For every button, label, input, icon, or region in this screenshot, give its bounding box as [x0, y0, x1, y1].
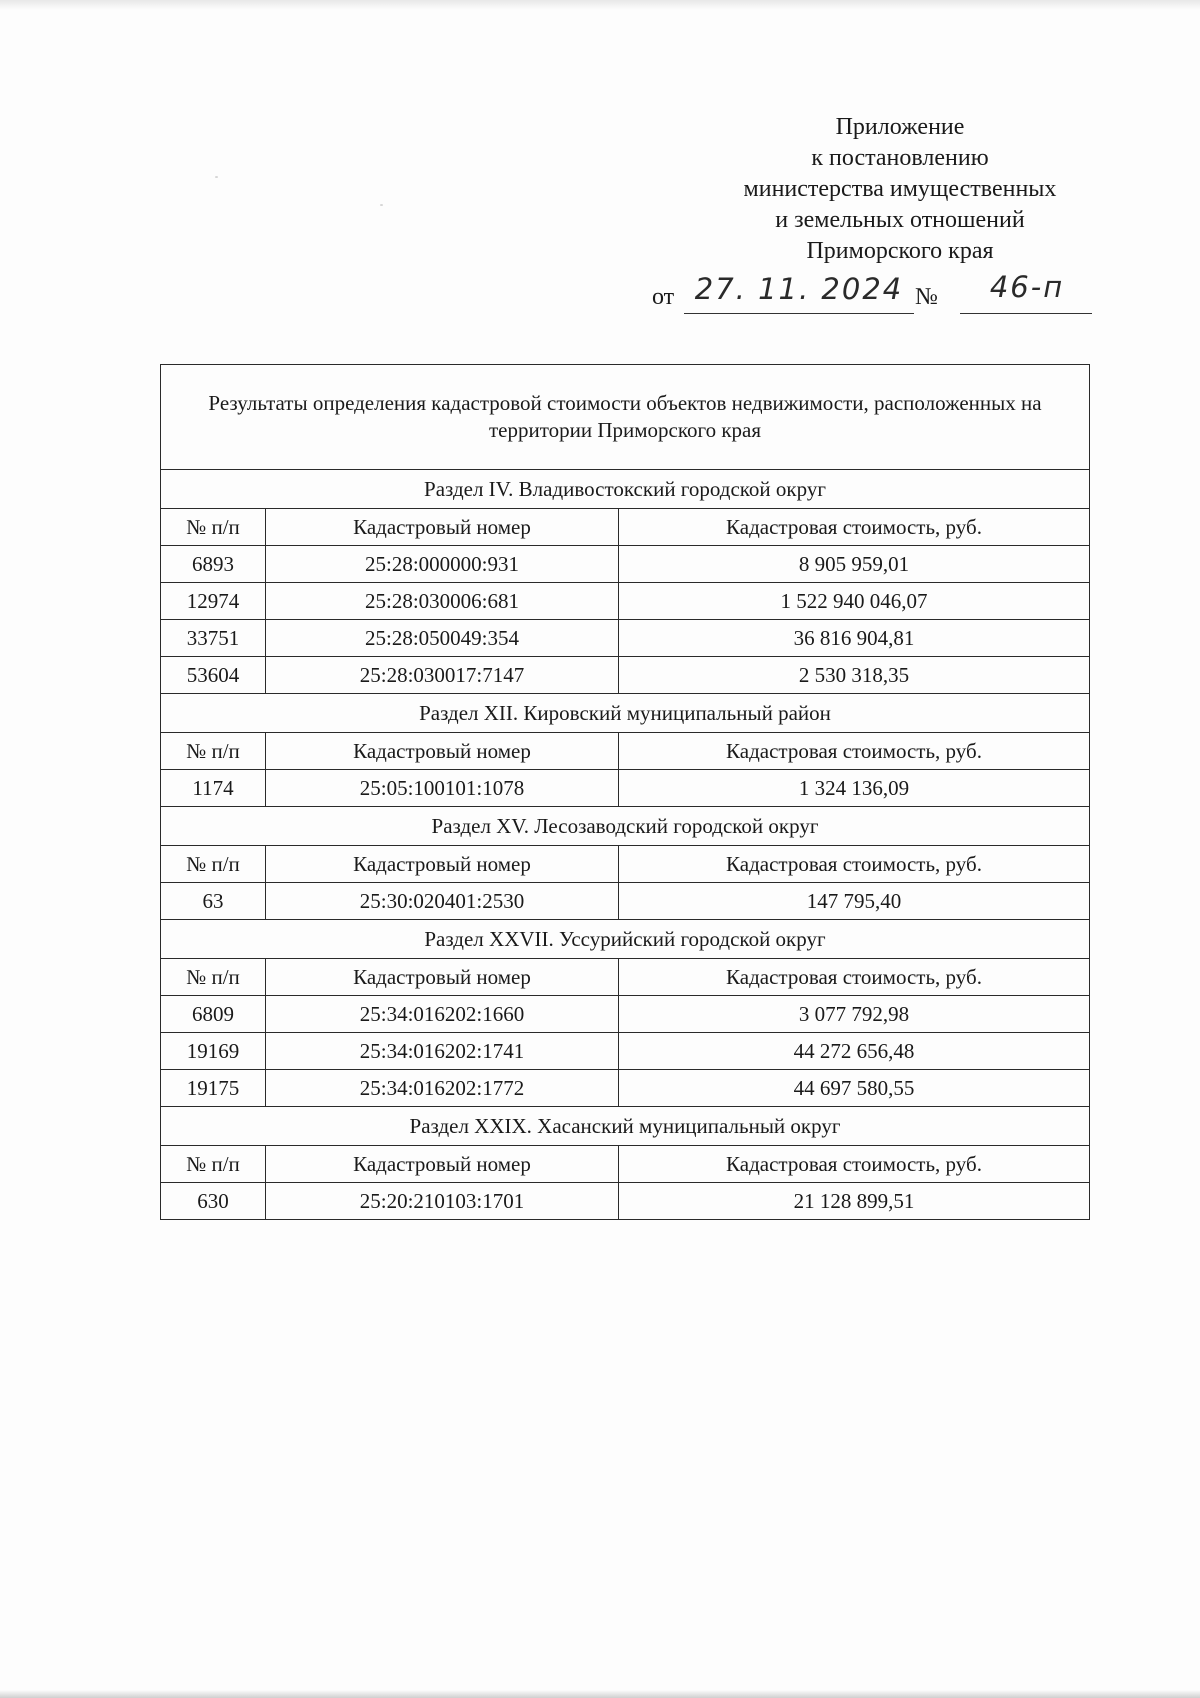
column-header-row — [161, 733, 1090, 770]
table-row — [161, 770, 1090, 807]
table-row — [161, 883, 1090, 920]
header-line: министерства имущественных — [743, 176, 1057, 202]
cadastral-number: 25:28:000000:931 — [266, 546, 619, 583]
column-header-cadastral-value: Кадастровая стоимость, руб. — [619, 1146, 1090, 1183]
table-row — [161, 1033, 1090, 1070]
cadastral-number: 25:28:030006:681 — [266, 583, 619, 620]
column-header-cadastral-number: Кадастровый номер — [266, 846, 619, 883]
row-index: 12974 — [161, 583, 266, 620]
column-header-cadastral-value: Кадастровая стоимость, руб. — [619, 509, 1090, 546]
cadastral-value: 3 077 792,98 — [619, 996, 1090, 1033]
column-header-index: № п/п — [161, 1146, 266, 1183]
column-header-cadastral-number: Кадастровый номер — [266, 959, 619, 996]
row-index: 630 — [161, 1183, 266, 1220]
scan-speck — [215, 176, 218, 178]
cadastral-value-table — [160, 364, 1090, 1220]
scan-bottom-edge — [0, 1690, 1200, 1698]
cadastral-value: 21 128 899,51 — [619, 1183, 1090, 1220]
table-row — [161, 1070, 1090, 1107]
section-row — [161, 1107, 1090, 1146]
table-row — [161, 620, 1090, 657]
table-title-row — [161, 365, 1090, 470]
row-index: 6893 — [161, 546, 266, 583]
section-row — [161, 470, 1090, 509]
cadastral-number: 25:30:020401:2530 — [266, 883, 619, 920]
cadastral-number: 25:34:016202:1741 — [266, 1033, 619, 1070]
handwritten-date: 27. 11. 2024 — [694, 272, 904, 306]
scan-top-edge — [0, 0, 1200, 10]
row-index: 6809 — [161, 996, 266, 1033]
column-header-cadastral-value: Кадастровая стоимость, руб. — [619, 733, 1090, 770]
cadastral-number: 25:34:016202:1772 — [266, 1070, 619, 1107]
header-line: Приморского края — [806, 238, 994, 264]
cadastral-value: 44 272 656,48 — [619, 1033, 1090, 1070]
date-prefix: от — [652, 284, 675, 310]
header-line: Приложение — [835, 114, 965, 140]
header-line: к постановлению — [811, 145, 989, 171]
scan-speck — [380, 204, 383, 206]
column-header-row — [161, 1146, 1090, 1183]
column-header-row — [161, 509, 1090, 546]
handwritten-number: 46-п — [989, 270, 1065, 304]
section-title: Раздел XV. Лесозаводский городской округ — [161, 807, 1090, 846]
section-row — [161, 920, 1090, 959]
number-underline — [960, 313, 1092, 314]
row-index: 53604 — [161, 657, 266, 694]
cadastral-number: 25:28:030017:7147 — [266, 657, 619, 694]
table-row — [161, 1183, 1090, 1220]
row-index: 33751 — [161, 620, 266, 657]
section-title: Раздел XII. Кировский муниципальный район — [161, 694, 1090, 733]
cadastral-number: 25:28:050049:354 — [266, 620, 619, 657]
column-header-cadastral-number: Кадастровый номер — [266, 1146, 619, 1183]
section-row — [161, 694, 1090, 733]
cadastral-number: 25:34:016202:1660 — [266, 996, 619, 1033]
cadastral-value: 2 530 318,35 — [619, 657, 1090, 694]
date-underline — [684, 313, 914, 314]
table-row — [161, 996, 1090, 1033]
cadastral-value: 1 522 940 046,07 — [619, 583, 1090, 620]
section-title: Раздел IV. Владивостокский городской округ — [161, 470, 1090, 509]
appendix-header — [700, 112, 1100, 267]
cadastral-value: 44 697 580,55 — [619, 1070, 1090, 1107]
header-line: и земельных отношений — [775, 207, 1025, 233]
cadastral-value: 1 324 136,09 — [619, 770, 1090, 807]
row-index: 19169 — [161, 1033, 266, 1070]
section-title: Раздел XXIX. Хасанский муниципальный округ — [161, 1107, 1090, 1146]
section-row — [161, 807, 1090, 846]
section-title: Раздел XXVII. Уссурийский городской округ — [161, 920, 1090, 959]
cadastral-value: 36 816 904,81 — [619, 620, 1090, 657]
column-header-index: № п/п — [161, 509, 266, 546]
row-index: 1174 — [161, 770, 266, 807]
cadastral-value: 8 905 959,01 — [619, 546, 1090, 583]
column-header-row — [161, 959, 1090, 996]
cadastral-number: 25:20:210103:1701 — [266, 1183, 619, 1220]
column-header-cadastral-number: Кадастровый номер — [266, 509, 619, 546]
column-header-cadastral-value: Кадастровая стоимость, руб. — [619, 959, 1090, 996]
table-title: Результаты определения кадастровой стоимости объектов недвижимости, расположенных на территории Приморского края — [161, 365, 1090, 470]
column-header-index: № п/п — [161, 846, 266, 883]
column-header-cadastral-value: Кадастровая стоимость, руб. — [619, 846, 1090, 883]
column-header-index: № п/п — [161, 733, 266, 770]
number-sign: № — [915, 284, 938, 310]
cadastral-value: 147 795,40 — [619, 883, 1090, 920]
column-header-index: № п/п — [161, 959, 266, 996]
cadastral-number: 25:05:100101:1078 — [266, 770, 619, 807]
table-row — [161, 546, 1090, 583]
row-index: 19175 — [161, 1070, 266, 1107]
table-row — [161, 583, 1090, 620]
resolution-date-line — [652, 270, 1092, 320]
column-header-cadastral-number: Кадастровый номер — [266, 733, 619, 770]
row-index: 63 — [161, 883, 266, 920]
table-row — [161, 657, 1090, 694]
column-header-row — [161, 846, 1090, 883]
